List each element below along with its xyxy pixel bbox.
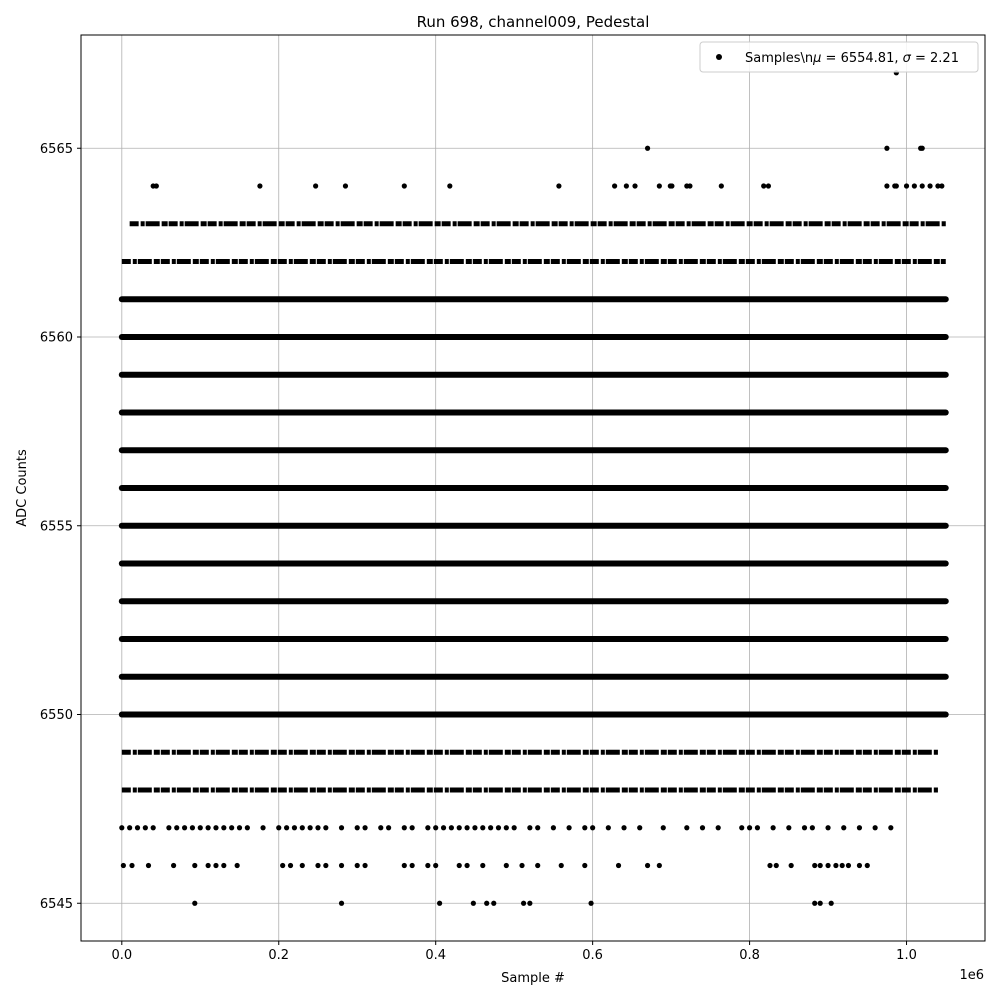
- data-point: [433, 825, 438, 830]
- data-point: [719, 183, 724, 188]
- data-point: [313, 183, 318, 188]
- data-point: [425, 863, 430, 868]
- data-point: [339, 901, 344, 906]
- y-axis-label: ADC Counts: [15, 449, 30, 527]
- data-point: [362, 825, 367, 830]
- data-point: [213, 863, 218, 868]
- legend-text-prefix: Samples\n: [745, 51, 814, 66]
- x-axis-offset-label: 1e6: [959, 968, 984, 983]
- data-point: [771, 825, 776, 830]
- data-point: [166, 825, 171, 830]
- data-point: [920, 183, 925, 188]
- data-point: [151, 825, 156, 830]
- data-point: [612, 183, 617, 188]
- data-point: [213, 825, 218, 830]
- data-point: [221, 863, 226, 868]
- data-point: [402, 825, 407, 830]
- data-point: [825, 825, 830, 830]
- data-point: [621, 825, 626, 830]
- data-point: [833, 863, 838, 868]
- data-point: [315, 825, 320, 830]
- data-point: [766, 183, 771, 188]
- data-point: [888, 825, 893, 830]
- data-point: [512, 825, 517, 830]
- data-point: [300, 863, 305, 868]
- data-point: [300, 825, 305, 830]
- data-point: [645, 863, 650, 868]
- data-point: [789, 863, 794, 868]
- data-point: [447, 183, 452, 188]
- data-point: [154, 183, 159, 188]
- data-point: [747, 825, 752, 830]
- data-point: [687, 183, 692, 188]
- data-point: [206, 863, 211, 868]
- legend: [700, 42, 978, 72]
- data-point: [802, 825, 807, 830]
- data-point: [129, 863, 134, 868]
- x-tick-label: 0.6: [582, 948, 603, 963]
- data-point: [535, 825, 540, 830]
- data-point: [276, 825, 281, 830]
- data-point: [119, 825, 124, 830]
- data-point: [260, 825, 265, 830]
- y-tick-label: 6555: [39, 519, 73, 535]
- data-point: [551, 825, 556, 830]
- x-tick-label: 1.0: [896, 948, 917, 963]
- data-point: [829, 901, 834, 906]
- data-point: [810, 825, 815, 830]
- data-point: [818, 901, 823, 906]
- data-point: [441, 825, 446, 830]
- data-point: [624, 183, 629, 188]
- data-point: [171, 863, 176, 868]
- data-point: [857, 863, 862, 868]
- data-point: [343, 183, 348, 188]
- data-point: [904, 183, 909, 188]
- data-point: [582, 825, 587, 830]
- data-point: [504, 863, 509, 868]
- data-point: [755, 825, 760, 830]
- data-point: [480, 863, 485, 868]
- data-point: [143, 825, 148, 830]
- data-point: [410, 825, 415, 830]
- data-point: [812, 901, 817, 906]
- data-point: [339, 863, 344, 868]
- data-point: [606, 825, 611, 830]
- data-point: [146, 863, 151, 868]
- data-point: [484, 901, 489, 906]
- data-point: [323, 825, 328, 830]
- data-point: [449, 825, 454, 830]
- legend-marker: [716, 54, 722, 60]
- data-point: [491, 901, 496, 906]
- data-point: [471, 901, 476, 906]
- data-point: [315, 863, 320, 868]
- data-point: [457, 863, 462, 868]
- data-point: [818, 863, 823, 868]
- data-point: [590, 825, 595, 830]
- data-point: [645, 146, 650, 151]
- legend-text-suffix: = 2.21: [910, 51, 959, 66]
- data-point: [588, 901, 593, 906]
- data-point: [884, 183, 889, 188]
- data-point: [669, 183, 674, 188]
- data-point: [198, 825, 203, 830]
- x-tick-label: 0.0: [111, 948, 133, 963]
- data-point: [556, 183, 561, 188]
- data-point: [637, 825, 642, 830]
- data-point: [496, 825, 501, 830]
- data-point: [865, 863, 870, 868]
- data-point: [857, 825, 862, 830]
- data-point: [761, 183, 766, 188]
- data-point: [825, 863, 830, 868]
- data-point: [192, 863, 197, 868]
- x-tick-label: 0.2: [268, 948, 290, 963]
- data-point: [464, 825, 469, 830]
- data-point: [192, 901, 197, 906]
- data-point: [684, 825, 689, 830]
- data-point: [257, 183, 262, 188]
- data-point: [135, 825, 140, 830]
- data-point: [527, 901, 532, 906]
- data-point: [280, 863, 285, 868]
- data-point: [812, 863, 817, 868]
- data-point: [464, 863, 469, 868]
- data-point: [632, 183, 637, 188]
- legend-text-mu: μ: [813, 51, 822, 66]
- data-point: [292, 825, 297, 830]
- x-axis-label: Sample #: [501, 971, 565, 986]
- data-point: [927, 183, 932, 188]
- x-tick-label: 0.4: [425, 948, 447, 963]
- data-point: [535, 863, 540, 868]
- data-point: [437, 901, 442, 906]
- x-tick-label: 0.8: [739, 948, 760, 963]
- data-point: [235, 863, 240, 868]
- data-point: [616, 863, 621, 868]
- data-point: [190, 825, 195, 830]
- data-point: [410, 863, 415, 868]
- data-point: [716, 825, 721, 830]
- data-point: [288, 863, 293, 868]
- data-point: [700, 825, 705, 830]
- data-point: [355, 863, 360, 868]
- y-tick-label: 6560: [39, 330, 73, 346]
- chart-title: Run 698, channel009, Pedestal: [416, 13, 650, 31]
- data-point: [488, 825, 493, 830]
- legend-text-sigma: σ: [902, 51, 911, 66]
- data-point: [566, 825, 571, 830]
- data-point: [174, 825, 179, 830]
- data-point: [786, 825, 791, 830]
- data-point: [582, 863, 587, 868]
- data-point: [739, 825, 744, 830]
- data-point: [841, 825, 846, 830]
- data-point: [425, 825, 430, 830]
- data-point: [402, 863, 407, 868]
- data-point: [519, 863, 524, 868]
- y-tick-label: 6550: [39, 708, 73, 723]
- data-point: [873, 825, 878, 830]
- data-point: [774, 863, 779, 868]
- y-tick-label: 6565: [39, 141, 73, 157]
- data-point: [457, 825, 462, 830]
- legend-label: [745, 51, 959, 66]
- data-point: [339, 825, 344, 830]
- data-point: [472, 825, 477, 830]
- data-point: [657, 863, 662, 868]
- data-point: [504, 825, 509, 830]
- data-point: [884, 146, 889, 151]
- data-point: [386, 825, 391, 830]
- data-point: [480, 825, 485, 830]
- data-point: [767, 863, 772, 868]
- data-point: [284, 825, 289, 830]
- data-point: [846, 863, 851, 868]
- data-point: [323, 863, 328, 868]
- data-point: [308, 825, 313, 830]
- data-point: [840, 863, 845, 868]
- data-point: [657, 183, 662, 188]
- data-point: [920, 146, 925, 151]
- data-point: [521, 901, 526, 906]
- data-point: [229, 825, 234, 830]
- data-point: [206, 825, 211, 830]
- data-point: [182, 825, 187, 830]
- data-point: [245, 825, 250, 830]
- legend-text-mid: = 6554.81,: [821, 51, 903, 66]
- data-point: [362, 863, 367, 868]
- data-point: [127, 825, 132, 830]
- data-point: [402, 183, 407, 188]
- data-point: [661, 825, 666, 830]
- data-point: [237, 825, 242, 830]
- data-point: [939, 183, 944, 188]
- data-point: [527, 825, 532, 830]
- y-tick-label: 6545: [39, 896, 73, 912]
- data-point: [912, 183, 917, 188]
- data-point: [894, 183, 899, 188]
- data-point: [355, 825, 360, 830]
- data-point: [221, 825, 226, 830]
- data-point: [121, 863, 126, 868]
- data-point: [378, 825, 383, 830]
- data-point: [433, 863, 438, 868]
- data-point: [559, 863, 564, 868]
